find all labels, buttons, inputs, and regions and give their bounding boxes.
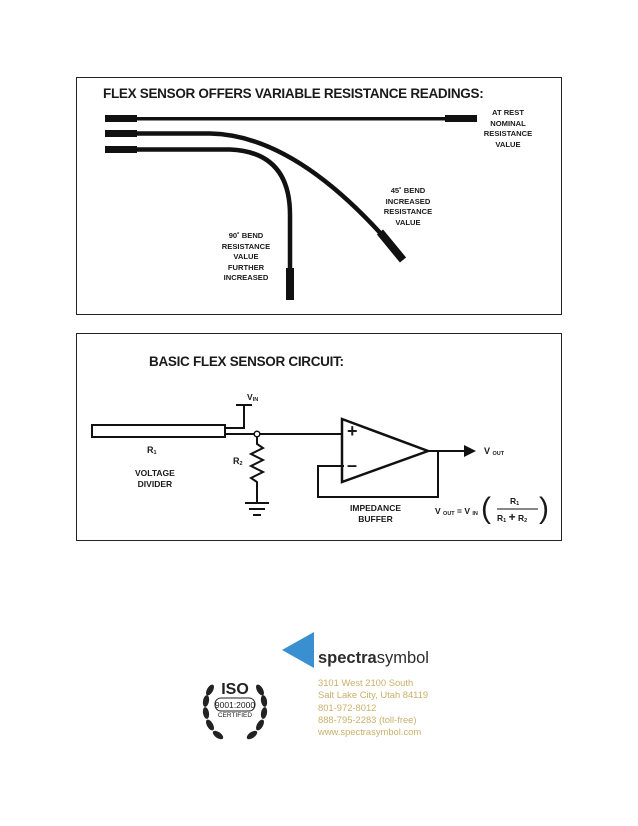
at-rest-label-line: AT REST	[492, 108, 524, 117]
bend-90-label-line: VALUE	[233, 252, 259, 261]
address-line: 3101 West 2100 South	[318, 677, 414, 688]
brand-name-bold: spectra	[318, 649, 377, 667]
formula-numerator	[510, 496, 519, 510]
vout-label-sub: OUT	[492, 451, 505, 457]
impedance-buffer-label	[350, 503, 401, 524]
r1-flex-sensor	[92, 425, 225, 437]
formula-denominator	[497, 512, 527, 527]
bend-45-label-line: INCREASED	[385, 196, 431, 206]
blue-triangle-logo-icon	[280, 630, 316, 670]
bend-90-label-line: FURTHER	[227, 262, 265, 272]
formula-vout-main: V	[435, 506, 441, 516]
iso-certified: CERTIFIED	[217, 712, 253, 719]
brand-name	[318, 649, 429, 668]
bend-90-label-line: INCREASED	[223, 273, 269, 282]
r1-label-sub: 1	[153, 450, 157, 456]
r1-label	[147, 445, 157, 459]
contact-block	[318, 677, 428, 738]
formula-equals: = V	[454, 506, 471, 516]
formula-plus: +	[508, 510, 516, 524]
minus-sign: –	[347, 455, 358, 475]
at-rest-label-line: NOMINAL	[490, 118, 526, 128]
voltage-divider-line: DIVIDER	[137, 479, 173, 489]
bend-45-label-line: 45˚ BEND	[390, 186, 426, 195]
iso-standard: 9001:2000	[214, 700, 256, 710]
at-rest-label-line: VALUE	[495, 139, 521, 149]
formula-lhs	[435, 506, 478, 520]
phone-line: 801-972-8012	[318, 701, 377, 713]
impedance-buffer-line: BUFFER	[358, 513, 393, 524]
vin-wire	[225, 405, 252, 428]
formula-denom-r1-sub: 1	[503, 518, 507, 524]
formula-denom-r2-sub: 2	[524, 518, 528, 524]
ground-symbol	[245, 503, 269, 515]
formula-denom-r2-main: R	[517, 513, 525, 523]
impedance-buffer-line: IMPEDANCE	[350, 503, 402, 513]
formula-open-paren: (	[481, 492, 491, 525]
bend-45-label-line: RESISTANCE	[383, 207, 433, 216]
iso-title: ISO	[221, 681, 249, 698]
formula-close-paren: )	[539, 492, 549, 525]
r2-label	[233, 456, 243, 470]
tollfree-line: 888-795-2283 (toll-free)	[318, 713, 417, 725]
address-line: Salt Lake City, Utah 84119	[318, 689, 429, 701]
voltage-divider-line: VOLTAGE	[135, 468, 175, 478]
formula-numerator-sub: 1	[516, 501, 520, 507]
website-link[interactable]: www.spectrasymbol.com	[318, 726, 422, 738]
vin-label-main: V	[247, 392, 253, 402]
formula-numerator-main: R	[510, 496, 517, 506]
r2-resistor	[251, 437, 263, 503]
junction-dot	[254, 431, 260, 437]
r2-label-sub: 2	[239, 461, 243, 467]
r2-label-main: R	[233, 456, 240, 466]
at-rest-label-line: RESISTANCE	[483, 129, 533, 138]
r1-label-main: R	[147, 445, 154, 455]
vin-label-sub: IN	[252, 397, 259, 403]
output-arrow-icon	[464, 445, 476, 457]
flex-sensor-title: FLEX SENSOR OFFERS VARIABLE RESISTANCE READINGS:	[103, 86, 484, 101]
plus-sign: +	[347, 421, 358, 441]
vin-label	[247, 392, 258, 406]
voltage-divider-label	[135, 468, 175, 490]
formula-denom-r1-main: R	[497, 513, 504, 523]
bend-90-label-line: RESISTANCE	[221, 241, 271, 251]
bend-90-label-line: 90˚ BEND	[228, 231, 264, 240]
vout-label-main: V	[484, 446, 491, 456]
formula-vin-sub: IN	[472, 511, 478, 517]
brand-name-regular: symbol	[376, 649, 429, 667]
formula-vout-sub: OUT	[443, 511, 455, 517]
vout-label	[484, 446, 504, 460]
bend-45-label-line: VALUE	[395, 217, 421, 227]
circuit-title: BASIC FLEX SENSOR CIRCUIT:	[149, 354, 344, 369]
